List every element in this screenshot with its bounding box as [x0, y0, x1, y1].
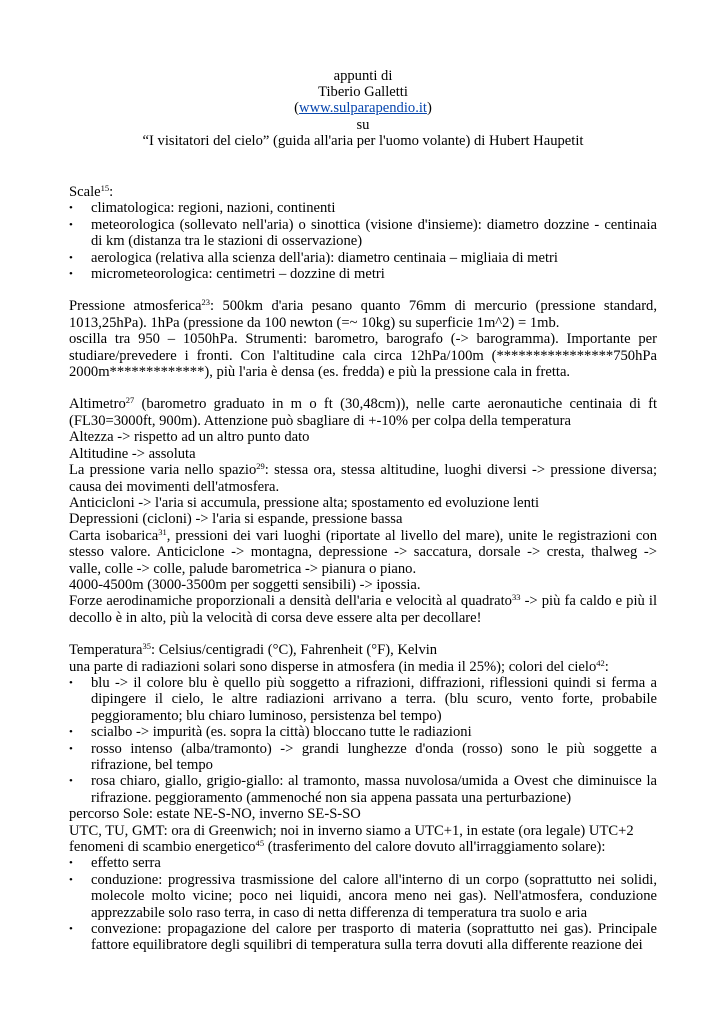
close-paren: ): [426, 100, 432, 117]
forze-text-2: -> più fa caldo e più il decollo è in alto, più la velocità di corsa deve essere alta per decollare!: [69, 593, 658, 626]
header-book-title: “I visitatori del cielo” (guida all'aria per l'uomo volante) di Hubert Haupetit: [142, 132, 584, 149]
radiazioni-colon: :: [604, 658, 609, 675]
list-item: • aerologica (relativa alla scienza dell'aria): diametro centinaia – migliaia di metri: [69, 250, 657, 266]
footnote-ref: 27: [125, 395, 135, 406]
footnote-ref: 45: [255, 838, 265, 849]
carta-isobarica-paragraph: [69, 528, 657, 577]
list-item: • meteorologica (sollevato nell'aria) o sinottica (visione d'insieme): diametro dozzine - centinaia di km (distanza tra le stazioni di osservazione): [69, 217, 657, 250]
list-item: • blu -> il colore blu è quello più soggetto a rifrazioni, diffrazioni, riflessioni quindi si ferma a dipingere il cielo, le altre radiazioni arrivano a terra. (blu scuro, vento forte, probabile peggioramento; blu chiaro luminoso, persistenza bel tempo): [69, 675, 657, 724]
scale-heading: [69, 184, 657, 200]
scale-list: [69, 200, 657, 282]
list-item: • rosso intenso (alba/tramonto) -> grandi lunghezze d'onda (rosso) sono le più soggette a rifrazione, bel tempo: [69, 741, 657, 774]
altimetro-paragraph: [69, 396, 657, 429]
depressioni-line: Depressioni (cicloni) -> l'aria si espande, pressione bassa: [69, 511, 403, 528]
header-line-appunti: appunti di: [333, 68, 393, 84]
scale-colon: :: [109, 184, 114, 201]
header-line-su: su: [356, 116, 370, 133]
footnote-ref: 33: [511, 592, 521, 603]
footnote-ref: 31: [158, 526, 167, 537]
altimetro-label: Altimetro: [69, 396, 126, 413]
spazio-label: La pressione varia nello spazio: [69, 462, 257, 479]
spazio-text: : stessa ora, stessa altitudine, luoghi diversi -> pressione diversa; causa dei movimenti dell'atmosfera.: [69, 462, 657, 495]
footnote-ref: 23: [201, 297, 210, 308]
list-item: • scialbo -> impurità (es. sopra la città) bloccano tutte le radiazioni: [69, 724, 657, 740]
website-link[interactable]: www.sulparapendio.it: [299, 100, 427, 117]
fenomeni-text-2: (trasferimento del calore dovuto all'irraggiamento solare):: [264, 839, 606, 856]
list-item: • climatologica: regioni, nazioni, continenti: [69, 200, 657, 216]
list-item: • conduzione: progressiva trasmissione del calore all'interno di un corpo (soprattutto nei solidi, molecole molto vicine; poco nei liquidi, ancora meno nei gas). Nell'atmosfera, conduzione apprezzabile solo raso terra, in caso di netta differenza di temperatura tra suolo e aria: [69, 872, 657, 921]
utc-line: UTC, TU, GMT: ora di Greenwich; noi in inverno siamo a UTC+1, in estate (ora legale) UTC+2: [69, 822, 634, 839]
ipossia-line: 4000-4500m (3000-3500m per soggetti sensibili) -> ipossia.: [69, 576, 421, 593]
altimetro-text: (barometro graduato in m o ft (30,48cm)), nelle carte aeronautiche centinaia di ft (FL30=3000ft, 900m). Attenzione può sbagliare di +-10% per colpa della temperatura: [69, 396, 657, 429]
scambio-energetico-list: [69, 855, 657, 953]
document-header: [69, 68, 657, 149]
fenomeni-paragraph: [69, 839, 657, 855]
temperatura-paragraph: [69, 642, 657, 658]
footnote-ref: 15: [100, 183, 110, 194]
pressione-paragraph: [69, 298, 657, 331]
list-item: • effetto serra: [69, 855, 657, 871]
colori-cielo-list: [69, 675, 657, 806]
altezza-line: Altezza -> rispetto ad un altro punto dato: [69, 429, 310, 446]
pressione-paragraph-2: oscilla tra 950 – 1050hPa. Strumenti: barometro, barografo (-> barogramma). Importante per studiare/prevedere i fronti. Con l'altitudine cala circa 12hPa/100m (****************750hPa 2000m*************), più l'aria è densa (es. fredda) e più la pressione cala in fretta.: [69, 331, 657, 381]
forze-text: Forze aerodinamiche proporzionali a densità dell'aria e velocità al quadrato: [69, 593, 512, 610]
list-item: • rosa chiaro, giallo, grigio-giallo: al tramonto, massa nuvolosa/umida a Ovest che diminuisce la rifrazione. peggioramento (ammenoché non sia appena passata una perturbazione): [69, 773, 657, 806]
carta-label: Carta isobarica: [69, 527, 159, 544]
list-item: • convezione: propagazione del calore per trasporto di materia (soprattutto nei gas). Principale fattore equilibratore degli squilibri di temperatura sulla terra dovuti alla differente reazione dei: [69, 921, 657, 954]
temperatura-label: Temperatura: [69, 642, 143, 659]
anticicloni-line: Anticicloni -> l'aria si accumula, pressione alta; spostamento ed evoluzione lenti: [69, 494, 540, 511]
open-paren: (: [294, 100, 300, 117]
radiazioni-paragraph: [69, 659, 657, 675]
pressione-text: : 500km d'aria pesano quanto 76mm di mercurio (pressione standard, 1013,25hPa). 1hPa (pressione da 100 newton (=~ 10kg) su superficie 1m^2) = 1mb.: [69, 298, 657, 331]
fenomeni-text: fenomeni di scambio energetico: [69, 839, 256, 856]
header-author: Tiberio Galletti: [318, 84, 408, 101]
pressione-label: Pressione atmosferica: [69, 298, 202, 315]
document-page: [69, 68, 657, 954]
header-website-line: [69, 100, 657, 116]
list-item: • micrometeorologica: centimetri – dozzine di metri: [69, 266, 657, 282]
forze-paragraph: [69, 593, 657, 626]
radiazioni-text: una parte di radiazioni solari sono disperse in atmosfera (in media il 25%); colori del cielo: [69, 658, 597, 675]
pressione-spazio-paragraph: [69, 462, 657, 495]
temperatura-text: : Celsius/centigradi (°C), Fahrenheit (°F), Kelvin: [151, 642, 438, 659]
scale-label: Scale: [69, 184, 101, 201]
percorso-sole-line: percorso Sole: estate NE-S-NO, inverno SE-S-SO: [69, 806, 361, 823]
footnote-ref: 29: [256, 461, 265, 472]
footnote-ref: 35: [142, 641, 152, 652]
footnote-ref: 42: [596, 657, 605, 668]
altitudine-line: Altitudine -> assoluta: [69, 445, 196, 462]
carta-text: , pressioni dei vari luoghi (riportate al livello del mare), unite le registrazioni con stesso valore. Anticiclone -> montagna, depressione -> saccatura, dorsale -> cresta, thalweg -> valle, colle -> colle, palude barometrica -> pianura o piano.: [69, 527, 657, 577]
